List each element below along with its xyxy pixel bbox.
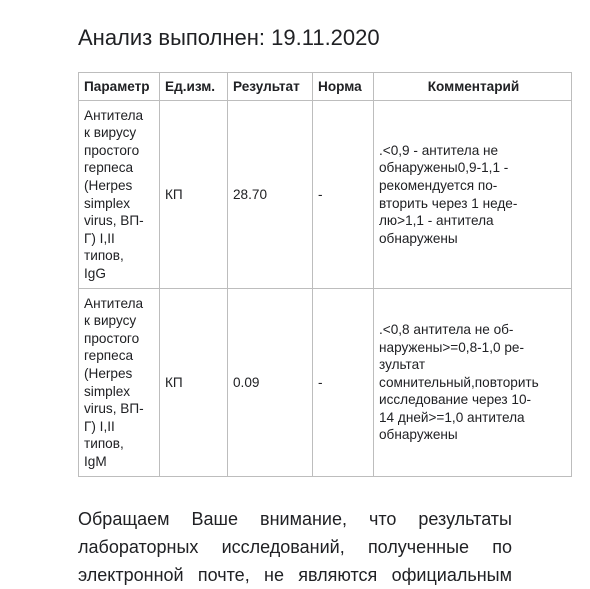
disclaimer-line: электронной почте, не являются официальным: [78, 565, 512, 585]
cell-comment: .<0,9 - антитела не обнаружены0,9-1,1 - рекомендуется по- вторить через 1 неде- лю>1,1 - антитела обнаружены: [374, 101, 572, 289]
header-norm: Норма: [313, 73, 374, 101]
disclaimer-line: лабораторных исследований, полученные по: [78, 537, 512, 557]
cell-result: 28.70: [228, 101, 313, 289]
cell-unit: КП: [160, 101, 228, 289]
header-unit: Ед.изм.: [160, 73, 228, 101]
table-row: [79, 101, 572, 289]
disclaimer-line: Обращаем Ваше внимание, что результаты: [78, 509, 512, 529]
header-param: Параметр: [79, 73, 160, 101]
cell-norm: -: [313, 289, 374, 477]
cell-param: Антитела к вирусу простого герпеса (Herpes simplex virus, ВП- Г) I,II типов, IgG: [79, 101, 160, 289]
header-comment: Комментарий: [374, 73, 572, 101]
analysis-date-title: Анализ выполнен: 19.11.2020: [78, 25, 380, 50]
cell-unit: КП: [160, 289, 228, 477]
disclaimer-paragraph: [78, 505, 512, 589]
results-table: [78, 72, 572, 477]
table-row: [79, 289, 572, 477]
header-result: Результат: [228, 73, 313, 101]
cell-result: 0.09: [228, 289, 313, 477]
table-header-row: [79, 73, 572, 101]
cell-norm: -: [313, 101, 374, 289]
cell-comment: .<0,8 антитела не об- наружены>=0,8-1,0 ре- зультат сомнительный,повторить исследование через 10- 14 дней>=1,0 антитела обнаружены: [374, 289, 572, 477]
cell-param: Антитела к вирусу простого герпеса (Herpes simplex virus, ВП- Г) I,II типов, IgM: [79, 289, 160, 477]
